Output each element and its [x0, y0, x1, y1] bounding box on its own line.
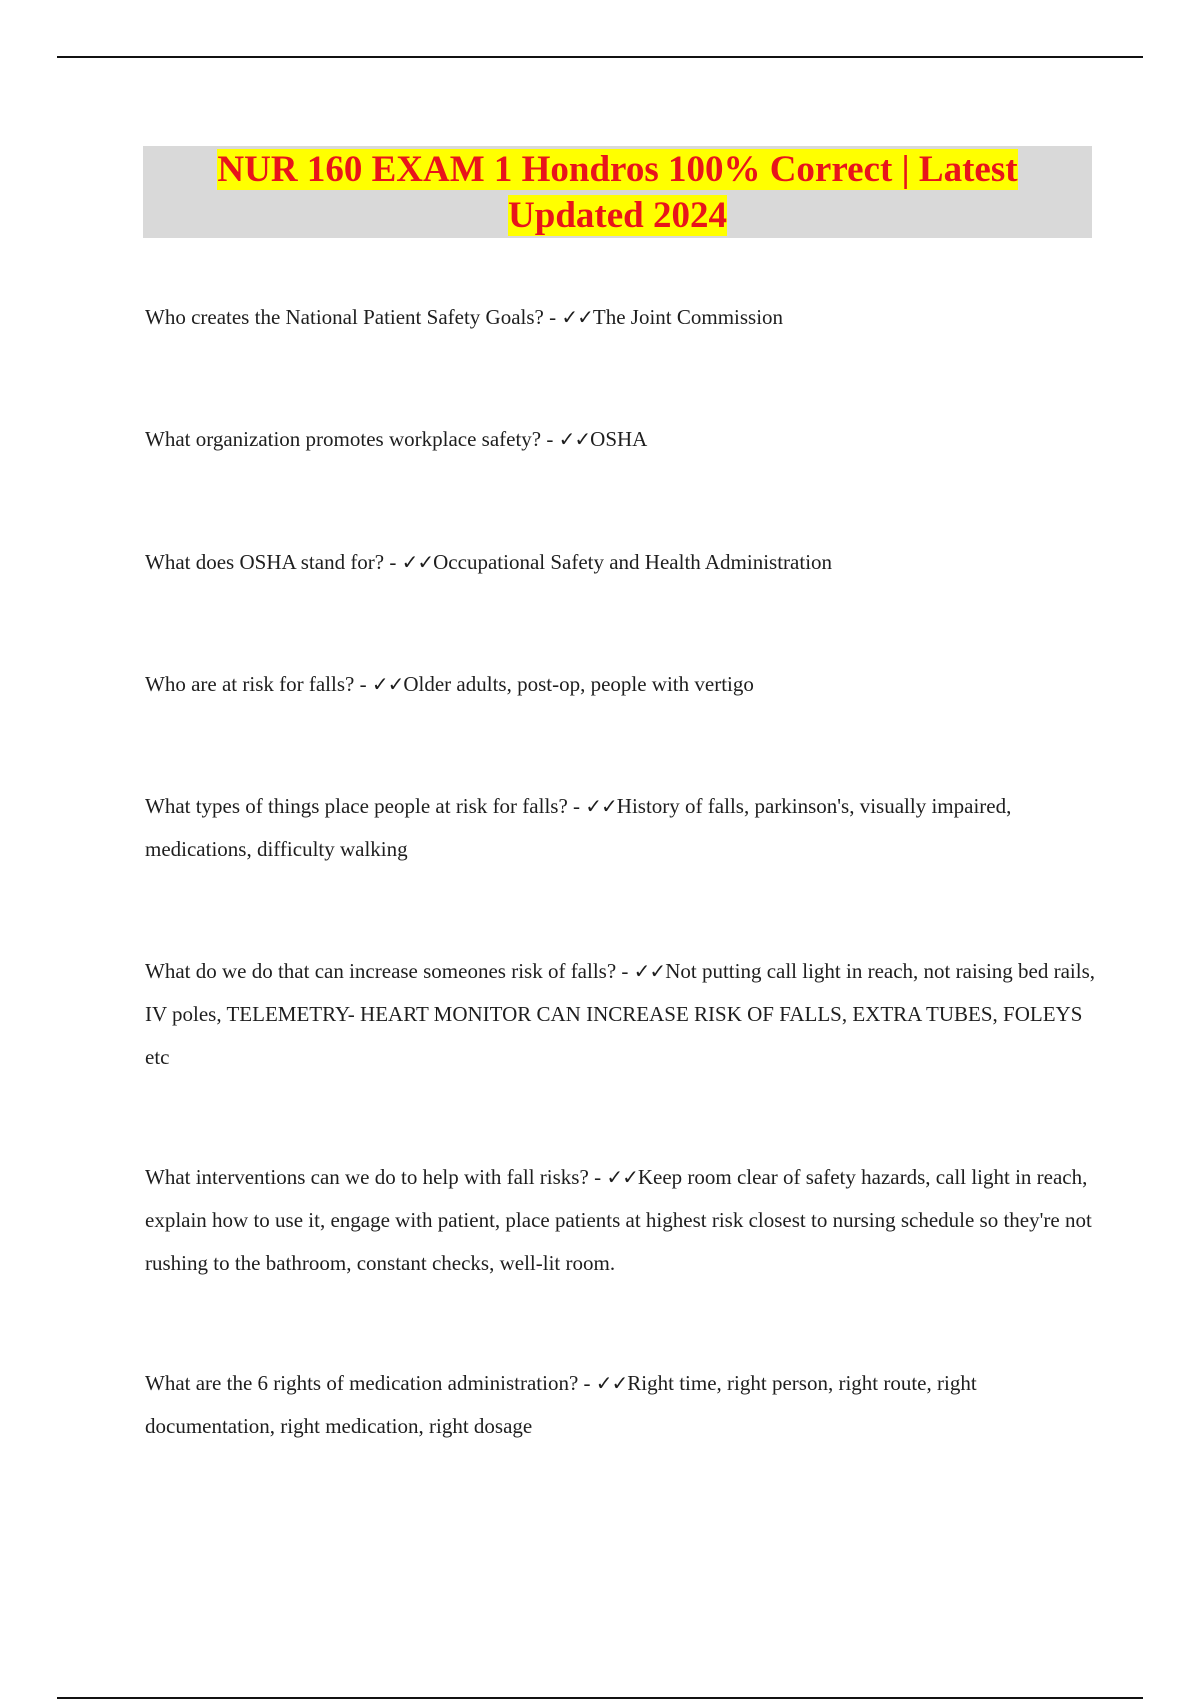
title-banner — [143, 146, 1092, 238]
qa-item: What interventions can we do to help with fall risks? - ✓✓Keep room clear of safety hazards, call light in reach, explain how to use it, engage with patient, place patients at highest risk closest to nursing schedule so they're not rushing to the bathroom, constant checks, well-lit room. — [145, 1165, 1092, 1275]
answer-text: Older adults, post-op, people with vertigo — [403, 672, 754, 696]
double-check-icon: ✓✓ — [595, 1371, 628, 1395]
qa-item: What does OSHA stand for? - ✓✓Occupational Safety and Health Administration — [145, 550, 833, 574]
answer-text: Occupational Safety and Health Administration — [433, 550, 833, 574]
answer-text: History of falls, parkinson's, visually impaired, medications, difficulty walking — [145, 794, 1012, 861]
double-check-icon: ✓✓ — [558, 427, 591, 451]
answer-text: The Joint Commission — [592, 305, 784, 329]
question-text: What interventions can we do to help with fall risks? — [145, 1165, 589, 1189]
question-text: What are the 6 rights of medication administration? — [145, 1371, 579, 1395]
answer-text: OSHA — [590, 427, 648, 451]
answer-text: Keep room clear of safety hazards, call light in reach, explain how to use it, engage with patient, place patients at highest risk closest to nursing schedule so they're not rushing to the bathroom, constant checks, well-lit room. — [145, 1165, 1092, 1275]
answer-text: Not putting call light in reach, not raising bed rails, IV poles, TELEMETRY- HEART MONITOR CAN INCREASE RISK OF FALLS, EXTRA TUBES, FOLEYS etc — [145, 959, 1096, 1069]
top-rule — [57, 56, 1143, 58]
qa-item: What organization promotes workplace safety? - ✓✓OSHA — [145, 427, 648, 451]
answer-text: Right time, right person, right route, right documentation, right medication, right dosage — [145, 1371, 977, 1438]
qa-item: Who creates the National Patient Safety Goals? - ✓✓The Joint Commission — [145, 305, 784, 329]
double-check-icon: ✓✓ — [606, 1165, 638, 1189]
double-check-icon: ✓✓ — [561, 305, 593, 329]
question-text: What types of things place people at risk for falls? — [145, 794, 568, 818]
qa-item: What do we do that can increase someones risk of falls? - ✓✓Not putting call light in reach, not raising bed rails, IV poles, TELEMETRY- HEART MONITOR CAN INCREASE RISK OF FALLS, EXTRA TUBES, FOLEYS etc — [145, 959, 1096, 1069]
title-line-2: Updated 2024 — [508, 195, 727, 236]
double-check-icon: ✓✓ — [585, 794, 617, 818]
document-title — [143, 146, 1092, 239]
double-check-icon: ✓✓ — [371, 672, 404, 696]
bottom-rule — [57, 1697, 1143, 1699]
qa-item: What are the 6 rights of medication administration? - ✓✓Right time, right person, right route, right documentation, right medication, right dosage — [145, 1371, 977, 1438]
question-text: Who are at risk for falls? — [145, 672, 355, 696]
question-text: What does OSHA stand for? — [145, 550, 385, 574]
question-text: Who creates the National Patient Safety Goals? — [145, 305, 544, 329]
question-text: What organization promotes workplace safety? — [145, 427, 542, 451]
title-line-1: NUR 160 EXAM 1 Hondros 100% Correct | Latest — [217, 149, 1018, 190]
double-check-icon: ✓✓ — [633, 959, 666, 983]
double-check-icon: ✓✓ — [401, 550, 434, 574]
qa-item: Who are at risk for falls? - ✓✓Older adults, post-op, people with vertigo — [145, 672, 754, 696]
question-text: What do we do that can increase someones risk of falls? — [145, 959, 617, 983]
qa-item: What types of things place people at risk for falls? - ✓✓History of falls, parkinson's, visually impaired, medications, difficulty walking — [145, 794, 1012, 861]
